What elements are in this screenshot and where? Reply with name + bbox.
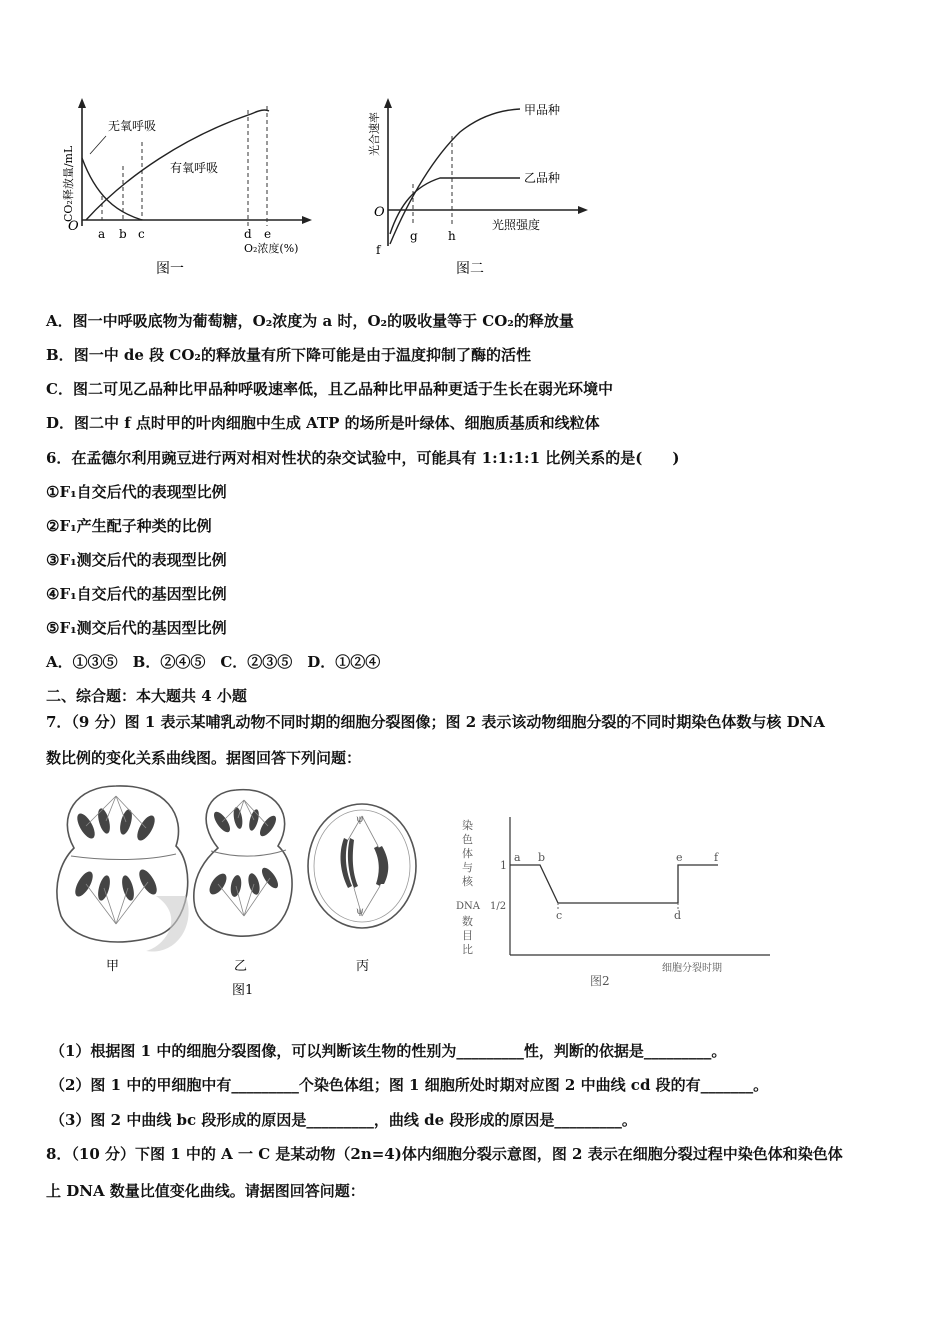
q7fig2-ylabel-7: 目 xyxy=(462,929,473,942)
fig1-tick-b: b xyxy=(119,227,127,241)
fig1-anaerobic-curve xyxy=(82,158,142,220)
q7fig2-ylabel-1: 色 xyxy=(462,833,473,846)
cell-bing-label: 丙 xyxy=(356,959,370,974)
q7-stem-line2: 数比例的变化关系曲线图。据图回答下列问题： xyxy=(46,749,362,767)
q5-option-d-text: 图二中 f 点时甲的叶肉细胞中生成 ATP 的场所是叶绿体、细胞质基质和线粒体 xyxy=(74,414,600,432)
fig1-tick-d: d xyxy=(244,227,252,241)
q7fig2-point-e: e xyxy=(676,851,683,864)
svg-text:ψ: ψ xyxy=(356,814,364,825)
q5-option-b xyxy=(46,345,531,365)
q7-stem-line1: 7．（9 分）图 1 表示某哺乳动物不同时期的细胞分裂图像；图 2 表示该动物细胞分裂的不同时期染色体数与核 DNA xyxy=(46,713,825,731)
q6-item-5: ⑤F₁测交后代的基因型比例 xyxy=(46,619,227,637)
q7fig2-point-b: b xyxy=(538,851,546,864)
q5-option-a xyxy=(46,311,574,331)
q7-figure-2 xyxy=(452,815,778,995)
fig2-y-arrow xyxy=(384,98,392,108)
q5-option-d xyxy=(46,413,600,433)
fig2-y-label: 光合速率 xyxy=(368,112,381,156)
fig2-tick-h: h xyxy=(448,229,456,243)
q7fig2-ylabel-4: 核 xyxy=(462,875,473,888)
q6-stem: 6．在孟德尔利用豌豆进行两对相对性状的杂交试验中，可能具有 1:1:1:1 比例关系的是( ) xyxy=(46,449,680,467)
q7fig2-curve xyxy=(510,865,718,903)
q5-option-c xyxy=(46,379,613,399)
cell-yi xyxy=(194,790,292,936)
fig2-tick-f: f xyxy=(376,243,381,257)
q8-stem-line1: 8．（10 分）下图 1 中的 A 一 C 是某动物（2n=4)体内细胞分裂示意图，图 2 表示在细胞分裂过程中染色体和染色体 xyxy=(46,1145,843,1163)
svg-text:ψ: ψ xyxy=(356,906,364,917)
q7fig2-ylabel-2: 体 xyxy=(462,847,473,860)
q7-figure-1 xyxy=(46,776,446,1006)
q7fig2-ylabel-6: 数 xyxy=(462,915,473,928)
q7fig2-ytick-half: 1/2 xyxy=(490,901,507,912)
q7-sub3: （3）图 2 中曲线 bc 段形成的原因是_________，曲线 de 段形成的原因是_________。 xyxy=(50,1111,637,1129)
q5-option-b-letter: B． xyxy=(46,346,74,364)
q6-item-3: ③F₁测交后代的表现型比例 xyxy=(46,551,227,569)
figure-one xyxy=(56,96,322,286)
fig2-series-b-label: 乙品种 xyxy=(524,171,561,185)
fig1-x-label: O₂浓度(%) xyxy=(244,242,299,255)
q5-option-d-letter: D． xyxy=(46,414,75,432)
q5-option-a-letter: A． xyxy=(46,312,73,330)
q7fig2-ylabel-8: 比 xyxy=(462,943,473,956)
q7fig2-ylabel-0: 染 xyxy=(462,819,473,832)
q5-option-b-text: 图一中 de 段 CO₂的释放量有所下降可能是由于温度抑制了酶的活性 xyxy=(73,346,531,364)
q7fig2-point-a: a xyxy=(514,851,521,864)
fig2-x-label: 光照强度 xyxy=(492,218,541,232)
q7fig2-caption: 图2 xyxy=(590,974,610,988)
fig1-caption: 图一 xyxy=(156,261,184,277)
fig1-y-arrow xyxy=(78,98,86,108)
q6-options: A．①③⑤ B．②④⑤ C．②③⑤ D．①②④ xyxy=(46,653,381,671)
q7fig2-ylabel-5: DNA xyxy=(456,901,480,912)
q7-fig1-caption: 图1 xyxy=(232,983,254,998)
fig1-tick-e: e xyxy=(264,227,272,241)
fig1-tick-a: a xyxy=(98,227,106,241)
fig2-caption: 图二 xyxy=(456,261,484,277)
q7fig2-point-c: c xyxy=(556,909,563,922)
fig1-label-pointer xyxy=(90,136,106,154)
fig1-y-label: CO₂释放量/mL xyxy=(62,145,75,222)
figure-two xyxy=(360,96,600,286)
fig1-anaerobic-label: 无氧呼吸 xyxy=(108,119,157,133)
cell-jia-label: 甲 xyxy=(106,959,120,974)
fig1-aerobic-label: 有氧呼吸 xyxy=(170,161,219,175)
q5-option-c-text: 图二可见乙品种比甲品种呼吸速率低，且乙品种比甲品种更适于生长在弱光环境中 xyxy=(72,380,613,398)
q6-item-4: ④F₁自交后代的基因型比例 xyxy=(46,585,227,603)
fig2-series-a-label: 甲品种 xyxy=(524,103,561,117)
fig1-origin: O xyxy=(68,219,79,234)
fig2-tick-g: g xyxy=(410,229,418,243)
fig2-origin: O xyxy=(374,205,385,220)
q7fig2-point-d: d xyxy=(674,909,682,922)
q8-stem-line2: 上 DNA 数量比值变化曲线。请据图回答问题： xyxy=(46,1182,365,1200)
section-heading: 二、综合题：本大题共 4 小题 xyxy=(46,687,247,705)
q7fig2-ylabel-3: 与 xyxy=(462,861,473,874)
cell-bing xyxy=(308,804,416,928)
q7fig2-ytick-1: 1 xyxy=(500,859,507,872)
fig2-x-arrow xyxy=(578,206,588,214)
cell-jia xyxy=(57,786,189,952)
cell-yi-label: 乙 xyxy=(234,959,248,974)
fig1-x-arrow xyxy=(302,216,312,224)
q5-option-a-text: 图一中呼吸底物为葡萄糖，O₂浓度为 a 时，O₂的吸收量等于 CO₂的释放量 xyxy=(72,312,574,330)
q5-option-c-letter: C． xyxy=(46,380,73,398)
q7-sub2: （2）图 1 中的甲细胞中有_________个染色体组；图 1 细胞所处时期对应图 2 中曲线 cd 段的有_______。 xyxy=(50,1076,769,1094)
q7-sub1: （1）根据图 1 中的细胞分裂图像，可以判断该生物的性别为_________性，判断的依据是_________。 xyxy=(50,1042,727,1060)
q7fig2-x-label: 细胞分裂时期 xyxy=(662,963,722,974)
q6-item-1: ①F₁自交后代的表现型比例 xyxy=(46,483,227,501)
q6-item-2: ②F₁产生配子种类的比例 xyxy=(46,517,212,535)
fig1-tick-c: c xyxy=(138,227,145,241)
q7fig2-point-f: f xyxy=(714,851,719,864)
